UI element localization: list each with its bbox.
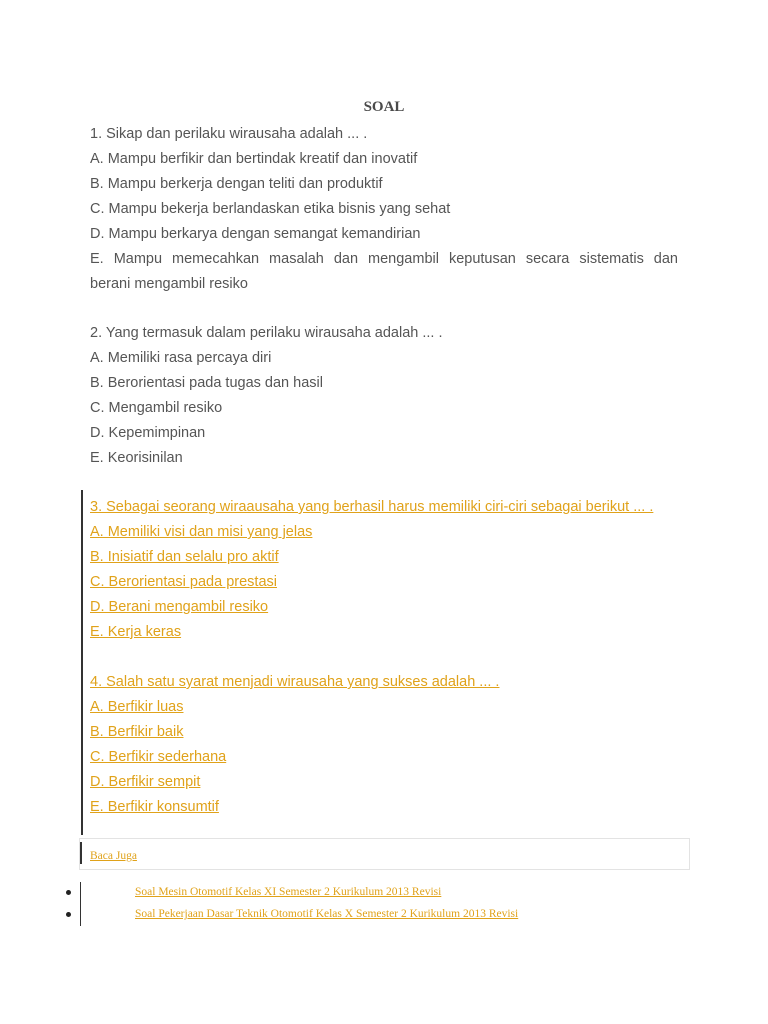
question-2-option-b: B. Berorientasi pada tugas dan hasil xyxy=(90,375,323,391)
question-1-option-d: D. Mampu berkarya dengan semangat kemandirian xyxy=(90,226,421,242)
cursor-bar xyxy=(80,882,81,904)
related-link-2[interactable]: Soal Pekerjaan Dasar Teknik Otomotif Kelas X Semester 2 Kurikulum 2013 Revisi xyxy=(135,908,519,920)
question-1-text: 1. Sikap dan perilaku wirausaha adalah ... . xyxy=(90,126,368,142)
linked-questions xyxy=(90,495,678,820)
cursor-bar xyxy=(81,490,83,835)
bullet-icon xyxy=(66,912,71,917)
cursor-bar xyxy=(80,904,81,926)
list-item xyxy=(0,882,768,904)
question-1-option-e-continued: berani mengambil resiko xyxy=(90,276,248,292)
question-3-option-c-link[interactable]: C. Berorientasi pada prestasi xyxy=(90,574,277,590)
question-1-option-e: E. Mampu memecahkan masalah dan mengambil keputusan secara sistematis dan xyxy=(90,251,678,267)
question-3-link[interactable]: 3. Sebagai seorang wiraausaha yang berhasil harus memiliki ciri-ciri sebagai berikut ... . xyxy=(90,499,654,515)
question-2-text: 2. Yang termasuk dalam perilaku wirausaha adalah ... . xyxy=(90,325,443,341)
question-1-option-c: C. Mampu bekerja berlandaskan etika bisnis yang sehat xyxy=(90,201,451,217)
baca-juga-bar xyxy=(80,842,82,864)
question-4-option-a-link[interactable]: A. Berfikir luas xyxy=(90,699,184,715)
page-title: SOAL xyxy=(363,99,405,115)
question-4-option-e-link[interactable]: E. Berfikir konsumtif xyxy=(90,799,219,815)
question-2 xyxy=(90,321,678,471)
question-2-option-d: D. Kepemimpinan xyxy=(90,425,206,441)
question-3-option-e-link[interactable]: E. Kerja keras xyxy=(90,624,182,640)
question-2-option-a: A. Memiliki rasa percaya diri xyxy=(90,350,272,366)
question-3-option-b-link[interactable]: B. Inisiatif dan selalu pro aktif xyxy=(90,549,279,565)
question-2-option-c: C. Mengambil resiko xyxy=(90,400,223,416)
related-list xyxy=(0,882,768,926)
question-3-option-d-link[interactable]: D. Berani mengambil resiko xyxy=(90,599,269,615)
question-4-option-d-link[interactable]: D. Berfikir sempit xyxy=(90,774,201,790)
question-4-link[interactable]: 4. Salah satu syarat menjadi wirausaha yang sukses adalah ... . xyxy=(90,674,500,690)
bullet-icon xyxy=(66,890,71,895)
baca-juga-box xyxy=(79,838,690,870)
question-4-option-c-link[interactable]: C. Berfikir sederhana xyxy=(90,749,227,765)
question-3-option-a-link[interactable]: A. Memiliki visi dan misi yang jelas xyxy=(90,524,313,540)
question-1 xyxy=(90,122,678,297)
baca-juga-link[interactable]: Baca Juga xyxy=(90,850,137,862)
related-link-1[interactable]: Soal Mesin Otomotif Kelas XI Semester 2 Kurikulum 2013 Revisi xyxy=(135,886,442,898)
list-item xyxy=(0,904,768,926)
question-1-option-a: A. Mampu berfikir dan bertindak kreatif dan inovatif xyxy=(90,151,418,167)
spacer xyxy=(90,645,678,670)
question-2-option-e: E. Keorisinilan xyxy=(90,450,183,466)
question-1-option-b: B. Mampu berkerja dengan teliti dan produktif xyxy=(90,176,383,192)
question-4-option-b-link[interactable]: B. Berfikir baik xyxy=(90,724,184,740)
